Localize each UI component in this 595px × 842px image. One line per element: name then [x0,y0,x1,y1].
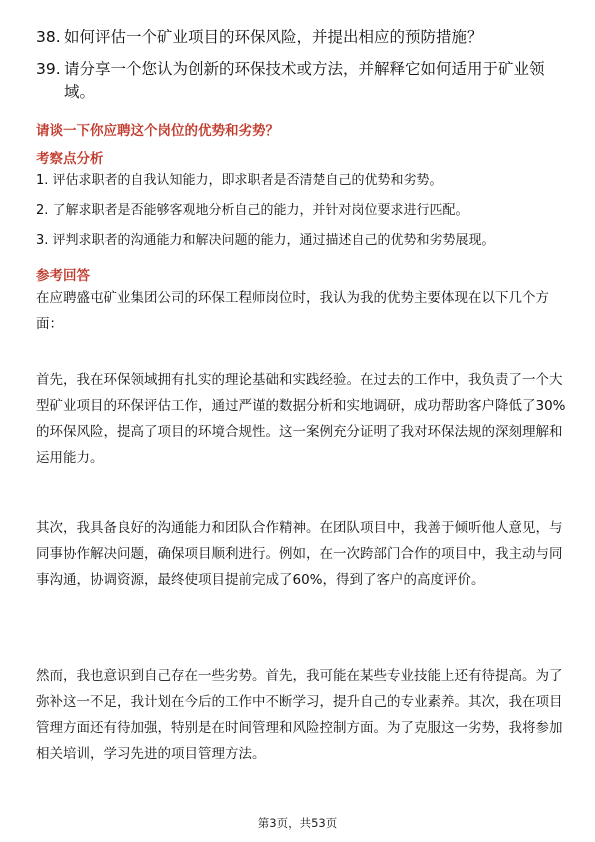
answer-paragraph: 其次，我具备良好的沟通能力和团队合作精神。在团队项目中，我善于倾听他人意见，与同事协作解决问题，确保项目顺利进行。例如，在一次跨部门合作的项目中，我主动与同事沟通，协调资源，最终使项目提前完成了60%，得到了客户的高度评价。 [36,520,563,588]
question-38 [36,26,483,49]
question-39 [36,58,574,104]
question-number: 38. [36,28,61,46]
question-number: 39. [36,60,61,78]
analysis-item: 1. 评估求职者的自我认知能力，即求职者是否清楚自己的优势和劣势。 [36,173,443,188]
answer-paragraph: 在应聘盛屯矿业集团公司的环保工程师岗位时，我认为我的优势主要体现在以下几个方面： [36,290,549,332]
question-text: 请分享一个您认为创新的环保技术或方法，并解释它如何适用于矿业领域。 [64,60,545,101]
section-title: 请谈一下你应聘这个岗位的优势和劣势？ [36,123,279,139]
question-text: 如何评估一个矿业项目的环保风险，并提出相应的预防措施？ [64,28,483,46]
answer-paragraph: 首先，我在环保领域拥有扎实的理论基础和实践经验。在过去的工作中，我负责了一个大型矿业项目的环保评估工作，通过严谨的数据分析和实地调研，成功帮助客户降低了30%的环保风险，提高了项目的环境合规性。这一案例充分证明了我对环保法规的深刻理解和运用能力。 [36,372,566,466]
page-footer: 第3页，共53页 [257,816,338,830]
answer-heading: 参考回答 [36,268,90,284]
analysis-item: 2. 了解求职者是否能够客观地分析自己的能力，并针对岗位要求进行匹配。 [36,203,469,218]
analysis-item: 3. 评判求职者的沟通能力和解决问题的能力，通过描述自己的优势和劣势展现。 [36,233,495,248]
analysis-heading: 考察点分析 [36,151,104,167]
answer-paragraph: 然而，我也意识到自己存在一些劣势。首先，我可能在某些专业技能上还有待提高。为了弥补这一不足，我计划在今后的工作中不断学习，提升自己的专业素养。其次，我在项目管理方面还有待加强，特别是在时间管理和风险控制方面。为了克服这一劣势，我将参加相关培训，学习先进的项目管理方法。 [36,668,563,762]
